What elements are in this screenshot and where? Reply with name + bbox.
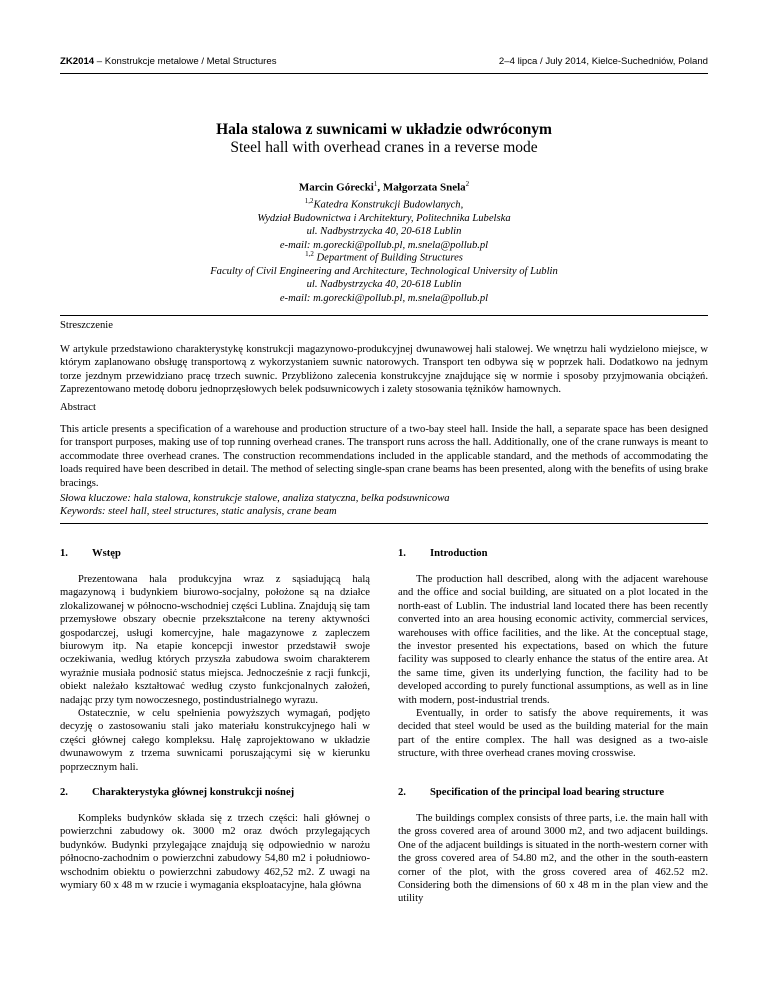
section-1-text-polish (60, 573, 370, 774)
section-number: 2. (60, 787, 68, 798)
author-superscript: 2 (465, 180, 470, 188)
paragraph: Prezentowana hala produkcyjna wraz z sąsiadującą halą magazynową i budynkiem biurowo-socjalny, położone są na działce zlokalizowanej w północno-wschodniej części Lublina. Znajdują się tam przemysłowe obszary obecnie przekształcone na tereny aktywności gospodarczej, usługi komercyjne, hale magazynowe z zapleczem biurowym itp. Na etapie koncepcji inwestor przedstawił swoje oczekiwania, według których przyszła zabudowa swoim charakterem wyraźnie musiała podnosić status miejsca. Jednocześnie z racji funkcji, obiekt należało kształtować według czysto funkcjonalnych założeń, nadając przy tym nowoczesnego, postindustrialnego wyrazu. (60, 574, 370, 706)
keywords-polish: Słowa kluczowe: hala stalowa, konstrukcje stalowe, analiza statyczna, belka podsuwnicowa (60, 493, 450, 504)
keywords-english: Keywords: steel hall, steel structures, static analysis, crane beam (60, 506, 337, 518)
section-title: Introduction (430, 548, 488, 559)
section-number: 2. (398, 787, 406, 798)
section-2-text-english (398, 812, 708, 906)
affiliation-line: Wydział Budownictwa i Architektury, Politechnika Lubelska (257, 212, 511, 224)
affiliation-email: e-mail: m.gorecki@pollub.pl, m.snela@pollub.pl (279, 292, 489, 304)
header-date-place: 2–4 lipca / July 2014, Kielce-Suchedniów, Poland (498, 56, 708, 67)
section-2-heading-english (398, 787, 664, 798)
conference-name: – Konstrukcje metalowe / Metal Structures (94, 56, 277, 67)
section-title: Specification of the principal load bearing structure (430, 787, 665, 798)
paragraph: Ostatecznie, w celu spełnienia powyższych wymagań, podjęto decyzję o zastosowaniu stali jako materiału konstrukcyjnego hali w części głównej całego kompleksu. Halę zaprojektowano w układzie dwunawowym z trzema suwnicami poruszającymi się w kierunku poprzecznym hali. (60, 708, 370, 773)
abstract-text: This article presents a specification of a warehouse and production structure of a two-bay steel hall. Inside the hall, a separate space has been designed for transport purposes, making use of top running overhead cranes. The transport runs across the hall. Additionally, one of the crane runways is meant to accommodate three overhead cranes. The construction recommendations included in the applicable standard, and the methods of accommodating the loads required have been described in detail. The method of selecting single-span crane beams has been presented, along with the benefits of using brake bracings. (60, 424, 708, 489)
section-1-heading-polish (60, 548, 121, 559)
affiliation-english (0, 248, 768, 305)
affiliation-line: Faculty of Civil Engineering and Architecture, Technological University of Lublin (210, 265, 558, 277)
section-2-text-polish (60, 812, 370, 892)
paper-title-polish: Hala stalowa z suwnicami w układzie odwróconym (216, 121, 552, 138)
paragraph: The buildings complex consists of three parts, i.e. the main hall with the gross covered area of around 3000 m2, and two adjacent buildings. One of the adjacent buildings is situated in the north-western corner with the gross covered area of 54.80 m2, and the other in the south-eastern corner of the plot, with the gross covered area of 462.52 m2. Considering both the dimensions of 60 x 48 m in the plan view and the utility (398, 813, 708, 905)
paper-title-english: Steel hall with overhead cranes in a reverse mode (230, 139, 538, 156)
affiliation-line: Katedra Konstrukcji Budowlanych, (313, 199, 464, 211)
header-left (60, 56, 277, 67)
author-name: Małgorzata Snela (382, 181, 466, 194)
affiliation-line: ul. Nadbystrzycka 40, 20-618 Lublin (306, 226, 462, 238)
section-1-text-english (398, 573, 708, 761)
section-number: 1. (398, 548, 406, 559)
author-superscript: 1 (373, 180, 378, 188)
abstract-bottom-divider (60, 523, 708, 524)
affiliation-superscript: 1,2 (304, 197, 314, 205)
affiliation-email: e-mail: m.gorecki@pollub.pl, m.snela@pollub.pl (279, 239, 489, 251)
author-name: Marcin Górecki (298, 181, 374, 194)
header-divider (60, 73, 708, 74)
streszczenie-text: W artykule przedstawiono charakterystykę konstrukcji magazynowo-produkcyjnej dwunawowej hali stalowej. We wnętrzu hali wydzielono miejsce, w którym zaplanowano obsługę transportową z wykorzystaniem suwnic natorowych. Transport ten odbywa się w poprzek hali. Dodatkowo na jednym torze jezdnym przewidziano pracę trzech suwnic. Przybliżono zalecenia konstrukcyjne znajdujące się w normie i sposoby przyjmowania obciążeń. Zaprezentowano metodę doboru jednoprzęsłowych belek podsuwnicowych i zalety stosowania tężników hamownych. (60, 344, 708, 396)
authors (0, 180, 768, 194)
affiliation-superscript: 1,2 (305, 250, 314, 258)
affiliation-line: ul. Nadbystrzycka 40, 20-618 Lublin (306, 279, 462, 291)
paragraph: The production hall described, along with the adjacent warehouse and the office and social building, are situated on a plot located in the north-east of Lublin. The industrial land located there has been recently converted into an area housing economic activity, commercial services, warehouses with office facilities, and the like. At the conceptual stage, the investor presented his expectations, based on which the future facility was supposed to clearly enhance the status of the entire area. At the same time, given its underlying function, the facility had to be developed according to purely functional assumptions, as well as in line with modern, post-industrial trends. (398, 574, 708, 706)
section-number: 1. (60, 548, 68, 559)
affiliation-polish (0, 195, 768, 252)
keywords-block (60, 492, 708, 519)
section-1-heading-english (398, 548, 488, 559)
abstract-heading: Abstract (60, 402, 96, 413)
author-separator: , (377, 181, 383, 194)
section-2-heading-polish (60, 787, 294, 798)
section-title: Charakterystyka głównej konstrukcji nośnej (92, 787, 295, 798)
streszczenie-heading: Streszczenie (60, 320, 113, 331)
section-title: Wstęp (92, 548, 121, 559)
paragraph: Eventually, in order to satisfy the above requirements, it was decided that steel would be used as the building material for the main part of the entire complex. The hall was designed as a two-aisle structure, with three overhead cranes moving crosswise. (398, 708, 708, 760)
abstract-top-divider (60, 315, 708, 316)
conference-code: ZK2014 (60, 56, 95, 67)
paragraph: Kompleks budynków składa się z trzech części: hali głównej o powierzchni zabudowy ok. 3000 m2 oraz dwóch przylegających budynków. Budynki przylegające znajdują się odpowiednio w narożu północno-zachodnim o powierzchni zabudowy 54,80 m2 i południowo-wschodnim obiektu o powierzchni zabudowy 462,52 m2. Z uwagi na wymiary 60 x 48 m w rzucie i wymagania eksploatacyjne, hala główna (60, 813, 370, 892)
affiliation-line: Department of Building Structures (313, 252, 463, 264)
